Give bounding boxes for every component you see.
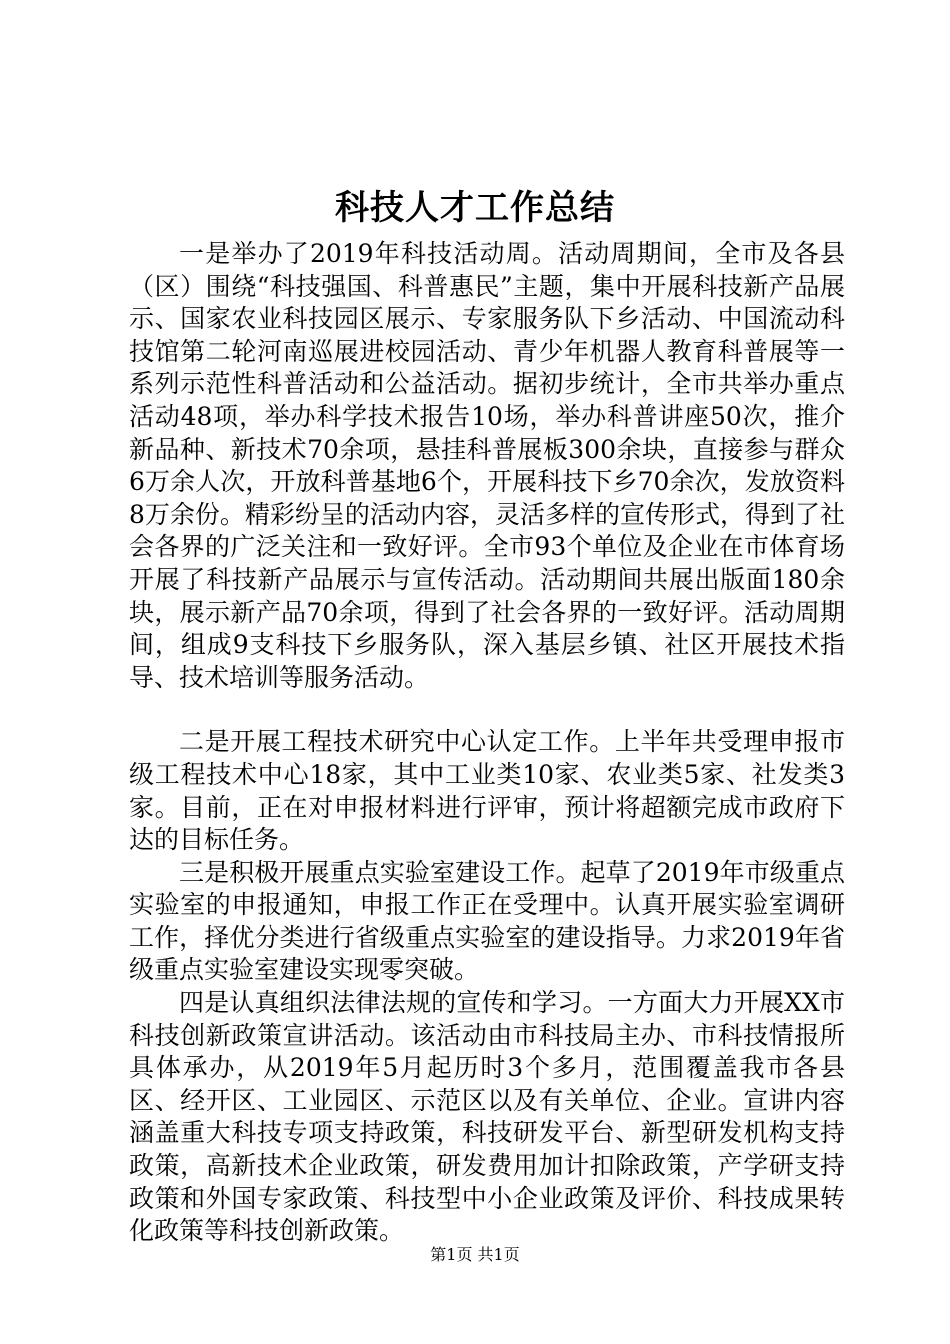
document-body — [129, 238, 845, 1248]
paragraph-science-week: 一是举办了2019年科技活动周。活动周期间，全市及各县（区）围绕“科技强国、科普惠民”主题，集中开展科技新产品展示、国家农业科技园区展示、专家服务队下乡活动、中国流动科技馆第二轮河南巡展进校园活动、青少年机器人教育科普展等一系列示范性科普活动和公益活动。据初步统计，全市共举办重点活动48项，举办科学技术报告10场，举办科普讲座50次，推介新品种、新技术70余项，悬挂科普展板300余块，直接参与群众6万余人次，开放科普基地6个，开展科技下乡70余次，发放资料8万余份。精彩纷呈的活动内容，灵活多样的宣传形式，得到了社会各界的广泛关注和一致好评。全市93个单位及企业在市体育场开展了科技新产品展示与宣传活动。活动期间共展出版面180余块，展示新产品70余项，得到了社会各界的一致好评。活动周期间，组成9支科技下乡服务队，深入基层乡镇、社区开展技术指导、技术培训等服务活动。 — [129, 239, 845, 692]
paragraph-engineering-centers: 二是开展工程技术研究中心认定工作。上半年共受理申报市级工程技术中心18家，其中工业类10家、农业类5家、社发类3家。目前，正在对申报材料进行评审，预计将超额完成市政府下达的目标任务。 — [129, 727, 845, 855]
paragraph-policy-promotion: 四是认真组织法律法规的宣传和学习。一方面大力开展XX市科技创新政策宣讲活动。该活动由市科技局主办、市科技情报所具体承办，从2019年5月起历时3个多月，范围覆盖我市各县区、经开区、工业园区、示范区以及有关单位、企业。宣讲内容涵盖重大科技专项支持政策，科技研发平台、新型研发机构支持政策，高新技术企业政策，研发费用加计扣除政策，产学研支持政策和外国专家政策、科技型中小企业政策及评价、科技成果转化政策等科技创新政策。 — [129, 988, 845, 1246]
paragraph-spacer — [129, 694, 845, 726]
paragraph-key-laboratories: 三是积极开展重点实验室建设工作。起草了2019年市级重点实验室的申报通知，申报工作正在受理中。认真开展实验室调研工作，择优分类进行省级重点实验室的建设指导。力求2019年省级重点实验室建设实现零突破。 — [129, 857, 845, 985]
document-title: 科技人才工作总结 — [335, 188, 615, 228]
page-number-footer: 第1页 共1页 — [430, 1245, 520, 1264]
